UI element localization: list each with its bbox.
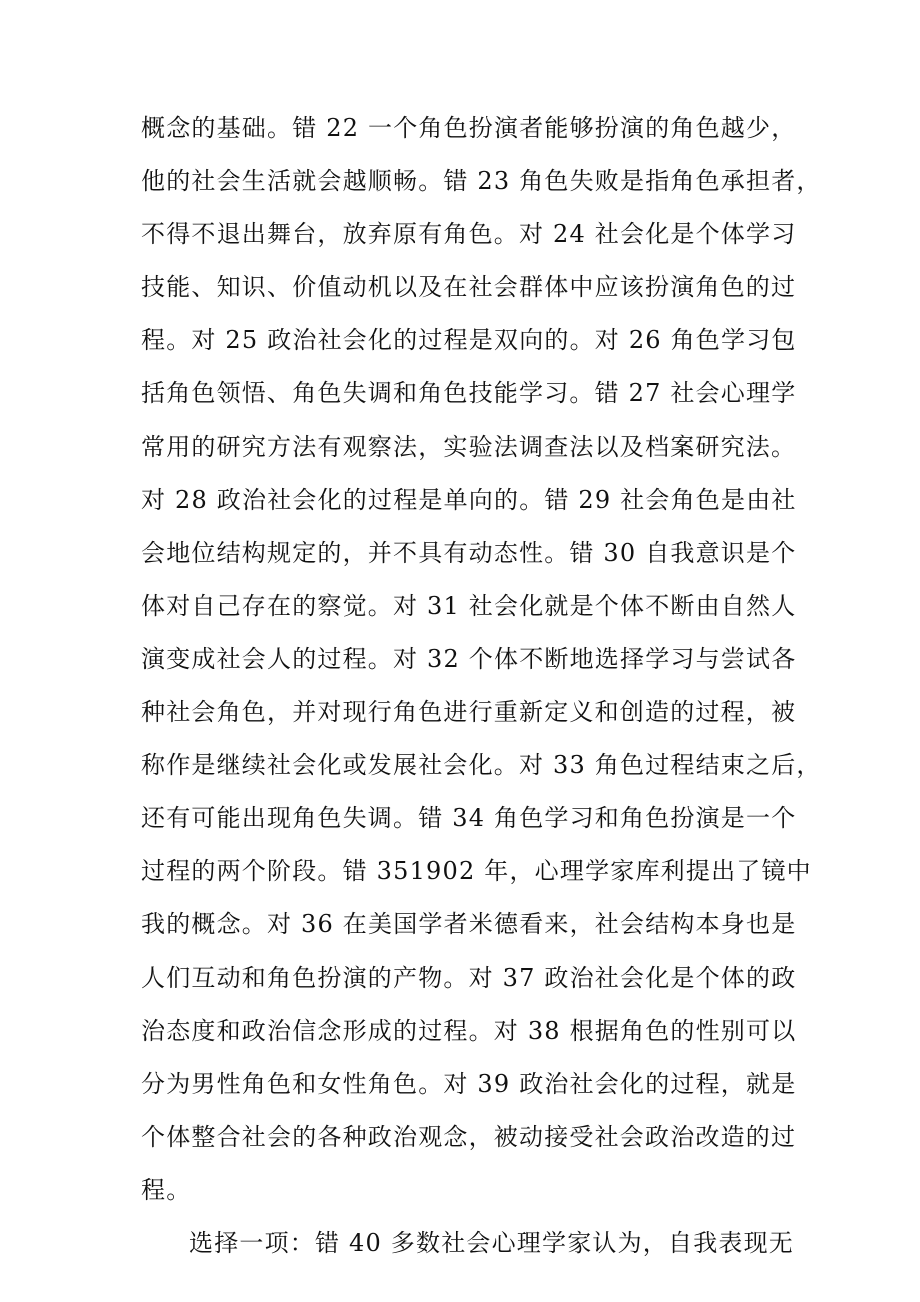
text-line: 人们互动和角色扮演的产物。对 37 政治社会化是个体的政 [141, 963, 797, 992]
text-line: 程。对 25 政治社会化的过程是双向的。对 26 角色学习包 [141, 326, 797, 355]
text-line: 常用的研究方法有观察法，实验法调查法以及档案研究法。 [141, 432, 797, 461]
text-line: 我的概念。对 36 在美国学者米德看来，社会结构本身也是 [141, 910, 797, 939]
text-line: 演变成社会人的过程。对 32 个体不断地选择学习与尝试各 [141, 644, 797, 673]
text-line: 对 28 政治社会化的过程是单向的。错 29 社会角色是由社 [141, 485, 797, 514]
text-line: 技能、知识、价值动机以及在社会群体中应该扮演角色的过 [141, 273, 797, 302]
text-line: 概念的基础。错 22 一个角色扮演者能够扮演的角色越少， [141, 114, 797, 142]
text-line: 括角色领悟、角色失调和角色技能学习。错 27 社会心理学 [141, 379, 797, 408]
text-line: 个体整合社会的各种政治观念，被动接受社会政治改造的过 [141, 1122, 797, 1151]
text-line: 不得不退出舞台，放弃原有角色。对 24 社会化是个体学习 [141, 220, 797, 249]
text-line: 治态度和政治信念形成的过程。对 38 根据角色的性别可以 [141, 1016, 797, 1045]
text-line: 称作是继续社会化或发展社会化。对 33 角色过程结束之后， [141, 751, 822, 780]
text-line: 程。 [141, 1175, 192, 1204]
text-line: 种社会角色，并对现行角色进行重新定义和创造的过程，被 [141, 698, 797, 727]
text-line: 会地位结构规定的，并不具有动态性。错 30 自我意识是个 [141, 538, 797, 567]
text-line: 还有可能出现角色失调。错 34 角色学习和角色扮演是一个 [141, 804, 797, 833]
text-line: 分为男性角色和女性角色。对 39 政治社会化的过程，就是 [141, 1069, 797, 1098]
body-text [141, 102, 822, 1270]
paragraph-start-line: 选择一项：错 40 多数社会心理学家认为，自我表现无 [189, 1228, 794, 1257]
text-line: 他的社会生活就会越顺畅。错 23 角色失败是指角色承担者， [141, 167, 822, 196]
text-line: 体对自己存在的察觉。对 31 社会化就是个体不断由自然人 [141, 591, 797, 620]
text-line: 过程的两个阶段。错 351902 年，心理学家库利提出了镜中 [141, 857, 812, 886]
